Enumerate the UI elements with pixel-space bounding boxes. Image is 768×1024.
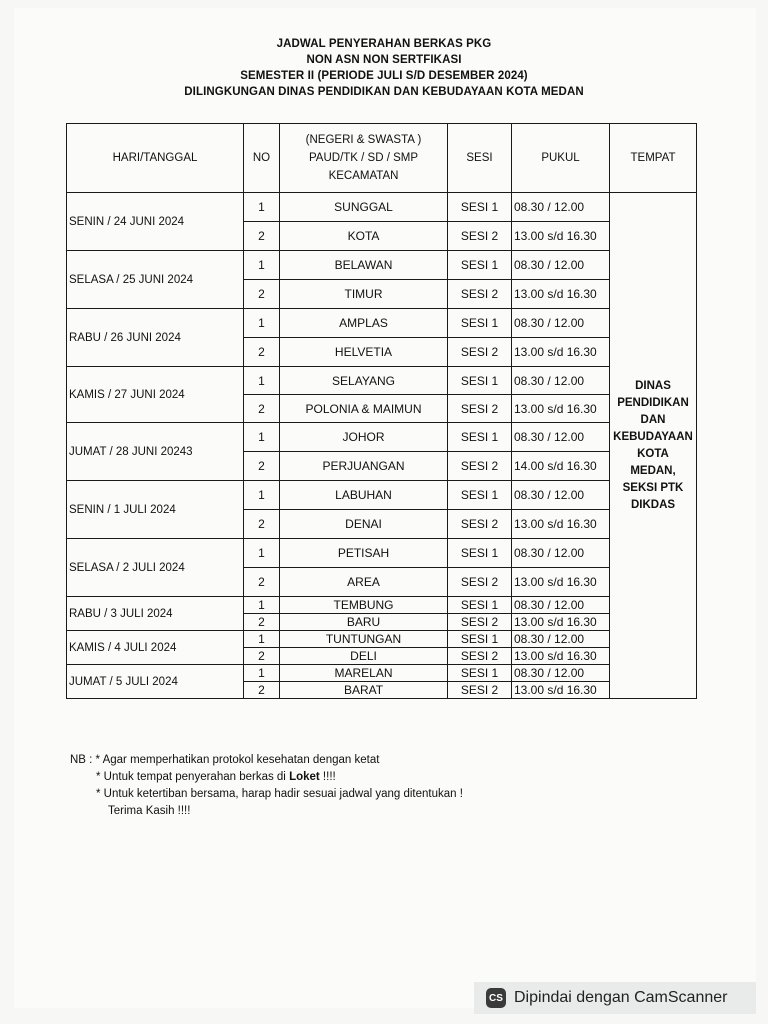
note-line-3: * Untuk ketertiban bersama, harap hadir sesuai jadwal yang ditentukan ! — [96, 788, 463, 800]
pukul-cell: 13.00 s/d 16.30 — [512, 510, 610, 539]
sesi-cell: SESI 2 — [448, 395, 512, 423]
kecamatan-cell: PETISAH — [280, 539, 448, 568]
pukul-cell: 13.00 s/d 16.30 — [512, 222, 610, 251]
no-cell: 1 — [244, 309, 280, 338]
document-title — [0, 36, 768, 100]
header-sesi: SESI — [448, 124, 512, 193]
title-line-1: JADWAL PENYERAHAN BERKAS PKG — [276, 38, 492, 50]
header-pukul: PUKUL — [512, 124, 610, 193]
day-cell: KAMIS / 27 JUNI 2024 — [67, 367, 244, 423]
pukul-cell: 13.00 s/d 16.30 — [512, 682, 610, 699]
header-tempat: TEMPAT — [610, 124, 697, 193]
kecamatan-cell: DELI — [280, 648, 448, 665]
tempat-line: DAN — [640, 413, 666, 426]
note-line-2 — [70, 769, 670, 786]
note-line-2-bold: Loket — [289, 771, 320, 783]
sesi-cell: SESI 1 — [448, 539, 512, 568]
pukul-cell: 08.30 / 12.00 — [512, 631, 610, 648]
schedule-table — [66, 123, 697, 699]
sesi-cell: SESI 2 — [448, 568, 512, 597]
pukul-cell: 08.30 / 12.00 — [512, 597, 610, 614]
table-row — [67, 251, 697, 280]
table-row — [67, 309, 697, 338]
sesi-cell: SESI 2 — [448, 452, 512, 481]
no-cell: 2 — [244, 222, 280, 251]
day-cell: SENIN / 24 JUNI 2024 — [67, 193, 244, 251]
title-line-2: NON ASN NON SERTFIKASI — [306, 54, 462, 66]
header-day: HARI/TANGGAL — [67, 124, 244, 193]
no-cell: 1 — [244, 423, 280, 452]
kecamatan-cell: BARU — [280, 614, 448, 631]
sesi-cell: SESI 2 — [448, 222, 512, 251]
sesi-cell: SESI 2 — [448, 614, 512, 631]
title-line-4: DILINGKUNGAN DINAS PENDIDIKAN DAN KEBUDAYAAN KOTA MEDAN — [184, 86, 584, 98]
no-cell: 1 — [244, 251, 280, 280]
day-cell: JUMAT / 5 JULI 2024 — [67, 665, 244, 699]
kecamatan-cell: KOTA — [280, 222, 448, 251]
kecamatan-cell: TIMUR — [280, 280, 448, 309]
table-row — [67, 597, 697, 614]
sesi-cell: SESI 2 — [448, 280, 512, 309]
no-cell: 2 — [244, 338, 280, 367]
sesi-cell: SESI 1 — [448, 193, 512, 222]
pukul-cell: 08.30 / 12.00 — [512, 367, 610, 395]
sesi-cell: SESI 2 — [448, 682, 512, 699]
day-cell: KAMIS / 4 JULI 2024 — [67, 631, 244, 665]
camscanner-icon: CS — [486, 988, 506, 1008]
kecamatan-cell: TUNTUNGAN — [280, 631, 448, 648]
day-cell: SENIN / 1 JULI 2024 — [67, 481, 244, 539]
header-kec-line-2: PAUD/TK / SD / SMP — [308, 152, 419, 164]
tempat-line: SEKSI PTK — [622, 481, 684, 494]
pukul-cell: 08.30 / 12.00 — [512, 251, 610, 280]
tempat-line: KEBUDAYAAN — [613, 430, 693, 443]
table-row — [67, 481, 697, 510]
kecamatan-cell: TEMBUNG — [280, 597, 448, 614]
no-cell: 1 — [244, 193, 280, 222]
pukul-cell: 13.00 s/d 16.30 — [512, 568, 610, 597]
no-cell: 2 — [244, 614, 280, 631]
table-header-row — [67, 124, 697, 193]
note-line-2-pre: * Untuk tempat penyerahan berkas di — [96, 771, 290, 783]
no-cell: 1 — [244, 665, 280, 682]
no-cell: 1 — [244, 367, 280, 395]
pukul-cell: 13.00 s/d 16.30 — [512, 395, 610, 423]
camscanner-label: Dipindai dengan CamScanner — [514, 989, 728, 1006]
note-line-4: Terima Kasih !!!! — [108, 805, 191, 817]
notes — [70, 752, 670, 820]
no-cell: 1 — [244, 631, 280, 648]
no-cell: 2 — [244, 510, 280, 539]
header-kecamatan — [280, 124, 448, 193]
table-row — [67, 367, 697, 395]
no-cell: 2 — [244, 682, 280, 699]
day-cell: JUMAT / 28 JUNI 20243 — [67, 423, 244, 481]
sesi-cell: SESI 1 — [448, 597, 512, 614]
day-cell: SELASA / 25 JUNI 2024 — [67, 251, 244, 309]
pukul-cell: 13.00 s/d 16.30 — [512, 648, 610, 665]
pukul-cell: 14.00 s/d 16.30 — [512, 452, 610, 481]
table-row — [67, 665, 697, 682]
kecamatan-cell: MARELAN — [280, 665, 448, 682]
day-cell: SELASA / 2 JULI 2024 — [67, 539, 244, 597]
tempat-line: MEDAN, — [630, 464, 676, 477]
kecamatan-cell: LABUHAN — [280, 481, 448, 510]
kecamatan-cell: HELVETIA — [280, 338, 448, 367]
no-cell: 2 — [244, 280, 280, 309]
header-no: NO — [244, 124, 280, 193]
sesi-cell: SESI 1 — [448, 631, 512, 648]
no-cell: 1 — [244, 597, 280, 614]
kecamatan-cell: AREA — [280, 568, 448, 597]
table-row — [67, 193, 697, 222]
sesi-cell: SESI 2 — [448, 510, 512, 539]
table-row — [67, 539, 697, 568]
kecamatan-cell: BELAWAN — [280, 251, 448, 280]
sesi-cell: SESI 1 — [448, 481, 512, 510]
pukul-cell: 08.30 / 12.00 — [512, 423, 610, 452]
tempat-cell — [610, 193, 697, 699]
sesi-cell: SESI 1 — [448, 423, 512, 452]
kecamatan-cell: JOHOR — [280, 423, 448, 452]
tempat-line: DIKDAS — [630, 498, 676, 511]
pukul-cell: 08.30 / 12.00 — [512, 665, 610, 682]
no-cell: 1 — [244, 539, 280, 568]
kecamatan-cell: AMPLAS — [280, 309, 448, 338]
note-line-2-post: !!!! — [319, 771, 336, 783]
header-kec-line-1: (NEGERI & SWASTA ) — [305, 134, 422, 146]
pukul-cell: 13.00 s/d 16.30 — [512, 338, 610, 367]
tempat-line: PENDIDIKAN — [617, 396, 689, 409]
no-cell: 1 — [244, 481, 280, 510]
camscanner-watermark — [474, 982, 756, 1014]
day-cell: RABU / 3 JULI 2024 — [67, 597, 244, 631]
table-row — [67, 423, 697, 452]
day-cell: RABU / 26 JUNI 2024 — [67, 309, 244, 367]
header-kec-line-3: KECAMATAN — [328, 170, 399, 182]
sesi-cell: SESI 1 — [448, 665, 512, 682]
note-line-1: NB : * Agar memperhatikan protokol kesehatan dengan ketat — [70, 754, 380, 766]
pukul-cell: 08.30 / 12.00 — [512, 309, 610, 338]
no-cell: 2 — [244, 568, 280, 597]
pukul-cell: 13.00 s/d 16.30 — [512, 280, 610, 309]
tempat-line: DINAS — [635, 379, 671, 392]
sesi-cell: SESI 1 — [448, 367, 512, 395]
no-cell: 2 — [244, 395, 280, 423]
title-line-3: SEMESTER II (PERIODE JULI S/D DESEMBER 2024) — [240, 70, 528, 82]
sesi-cell: SESI 1 — [448, 309, 512, 338]
kecamatan-cell: PERJUANGAN — [280, 452, 448, 481]
pukul-cell: 08.30 / 12.00 — [512, 193, 610, 222]
table-row — [67, 631, 697, 648]
pukul-cell: 08.30 / 12.00 — [512, 481, 610, 510]
no-cell: 2 — [244, 452, 280, 481]
sesi-cell: SESI 1 — [448, 251, 512, 280]
kecamatan-cell: BARAT — [280, 682, 448, 699]
tempat-line: KOTA — [637, 447, 669, 460]
pukul-cell: 08.30 / 12.00 — [512, 539, 610, 568]
pukul-cell: 13.00 s/d 16.30 — [512, 614, 610, 631]
kecamatan-cell: SUNGGAL — [280, 193, 448, 222]
sesi-cell: SESI 2 — [448, 648, 512, 665]
kecamatan-cell: POLONIA & MAIMUN — [280, 395, 448, 423]
sesi-cell: SESI 2 — [448, 338, 512, 367]
kecamatan-cell: DENAI — [280, 510, 448, 539]
kecamatan-cell: SELAYANG — [280, 367, 448, 395]
table-body — [67, 193, 697, 699]
no-cell: 2 — [244, 648, 280, 665]
